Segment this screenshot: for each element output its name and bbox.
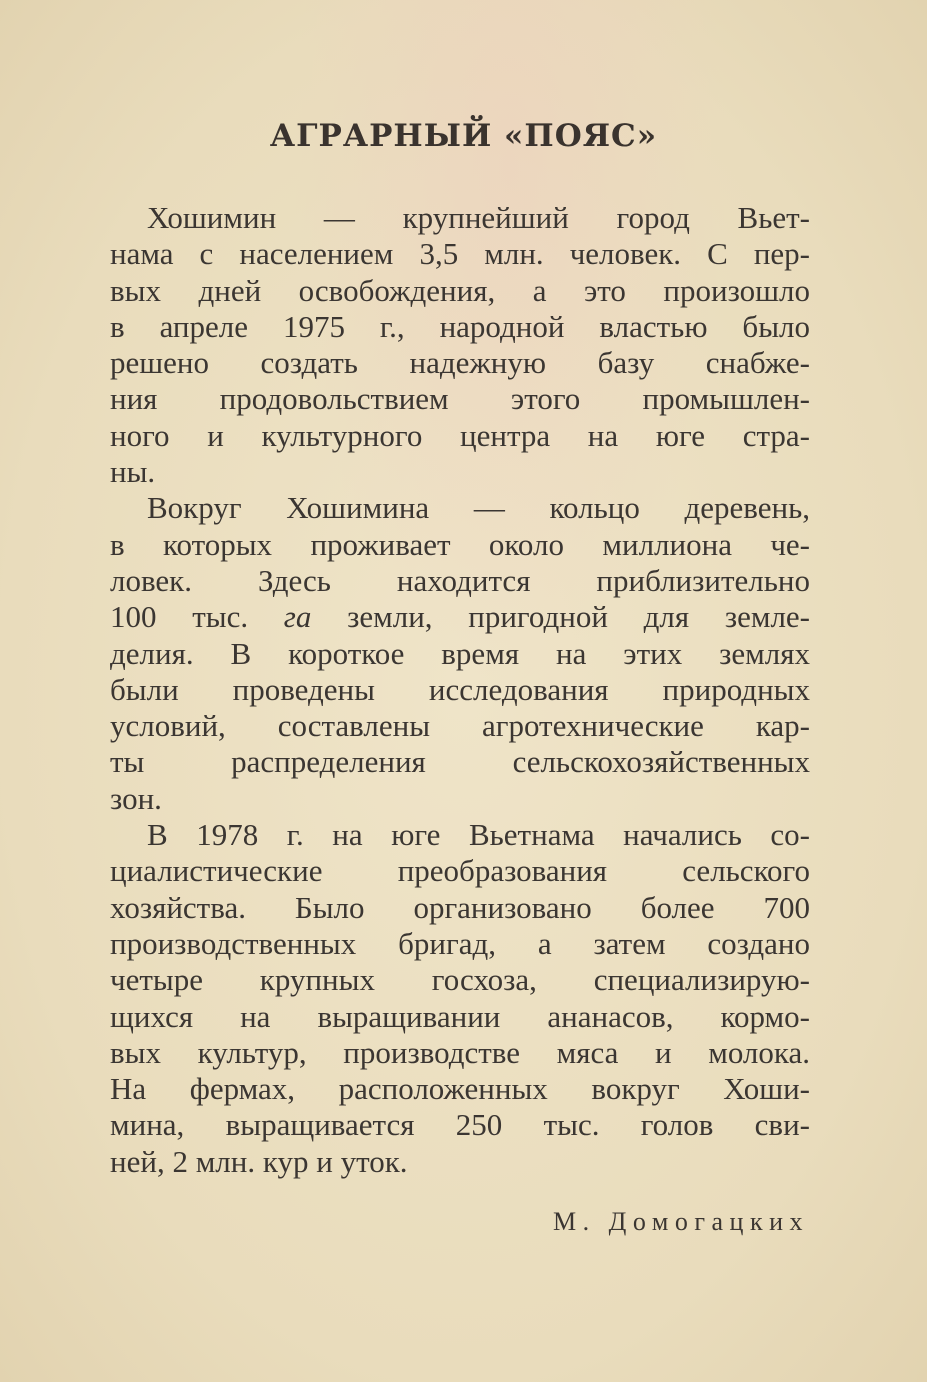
text-line: На фермах, расположенных вокруг Хоши- [110, 1071, 810, 1107]
text-line-rest: земли, пригодной для земле- [347, 599, 810, 635]
text-line: зон. [110, 780, 162, 816]
text-line: производственных бригад, а затем создано [110, 925, 810, 961]
author-signature: М. Домогацких [553, 1207, 809, 1236]
text-line: вых дней освобождения, а это произошло [110, 272, 810, 308]
text-line: в которых проживает около миллиона че- [110, 526, 810, 562]
article-title: АГРАРНЫЙ «ПОЯС» [269, 118, 658, 154]
text-line: Вокруг Хошимина — кольцо деревень, [147, 490, 810, 526]
text-line: ловек. Здесь находится приблизительно [110, 562, 810, 598]
text-line: мина, выращивается 250 тыс. голов сви- [110, 1107, 810, 1143]
text-line: делия. В короткое время на этих землях [110, 635, 810, 671]
text-line: Хошимин — крупнейший город Вьет- [147, 200, 810, 235]
text-line: четыре крупных госхоза, специализирую- [110, 962, 810, 998]
text-line: ней, 2 млн. кур и уток. [110, 1143, 408, 1179]
text-line: в апреле 1975 г., народной властью было [110, 308, 810, 344]
text-line: циалистические преобразования сельского [110, 853, 810, 889]
text-line: были проведены исследования природных [110, 671, 810, 707]
text-line-with-unit [110, 599, 810, 635]
text-line: ния продовольствием этого промышлен- [110, 381, 810, 417]
text-line: вых культур, производстве мяса и молока. [110, 1034, 810, 1070]
text-line: В 1978 г. на юге Вьетнама начались со- [147, 817, 810, 853]
text-line: щихся на выращивании ананасов, кормо- [110, 998, 810, 1034]
text-line: решено создать надежную базу снабже- [110, 345, 810, 381]
text-line: условий, составлены агротехнические кар- [110, 708, 810, 744]
text-line: нама с населением 3,5 млн. человек. С пер- [110, 236, 810, 272]
text-line: ты распределения сельскохозяйственных [110, 744, 810, 780]
article-body [110, 200, 810, 1180]
text-line: ного и культурного центра на юге стра- [110, 417, 810, 453]
area-quantity: 100 тыс. [110, 599, 249, 635]
text-line: хозяйства. Было организовано более 700 [110, 889, 810, 925]
text-line: ны. [110, 454, 156, 490]
hectare-unit: га [283, 599, 312, 635]
